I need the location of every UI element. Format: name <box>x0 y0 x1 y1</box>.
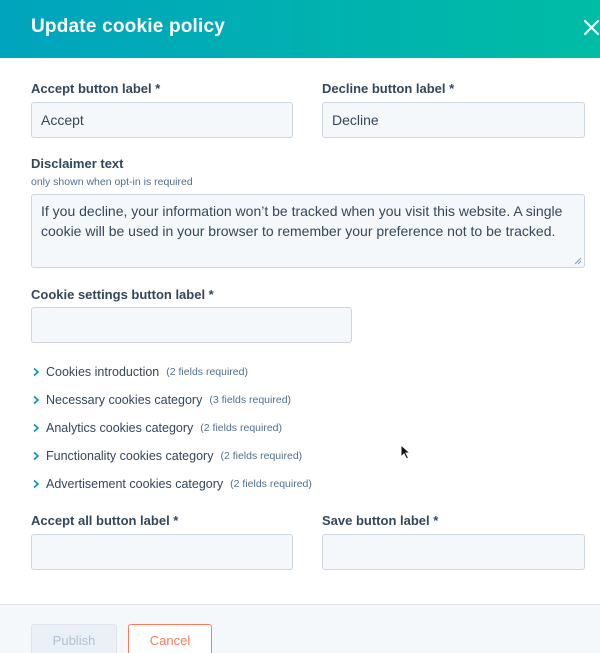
section-title: Functionality cookies category <box>46 449 214 463</box>
accept-all-input[interactable] <box>31 534 293 570</box>
disclaimer-text: If you decline, your information won’t be tracked when you visit this website. A single cookie will be used in your browser to remember your preference not to be tracked. <box>41 203 563 239</box>
cookie-settings-input[interactable] <box>31 307 352 343</box>
save-input[interactable] <box>322 534 585 570</box>
accept-all-heading: Accept all button label * <box>31 513 179 528</box>
publish-button[interactable]: Publish <box>31 624 117 653</box>
chevron-right-icon <box>31 395 41 405</box>
disclaimer-textarea[interactable] <box>31 194 585 268</box>
section-advertisement-cookies[interactable] <box>31 475 312 493</box>
accept-label-input[interactable]: Accept <box>31 102 293 138</box>
chevron-right-icon <box>31 479 41 489</box>
chevron-right-icon <box>31 367 41 377</box>
section-cookies-introduction[interactable] <box>31 363 248 381</box>
section-required-count: (2 fields required) <box>166 366 248 378</box>
disclaimer-heading: Disclaimer text <box>31 156 124 171</box>
section-title: Analytics cookies category <box>46 421 194 435</box>
cancel-button[interactable]: Cancel <box>128 624 212 653</box>
decline-label-input[interactable]: Decline <box>322 102 585 138</box>
close-button[interactable] <box>578 14 600 40</box>
disclaimer-help-text: only shown when opt-in is required <box>31 176 193 188</box>
mouse-cursor-icon <box>400 444 412 460</box>
resize-grip-icon[interactable] <box>574 257 582 265</box>
section-functionality-cookies[interactable] <box>31 447 302 465</box>
section-required-count: (2 fields required) <box>230 478 312 490</box>
section-title: Necessary cookies category <box>46 393 203 407</box>
chevron-right-icon <box>31 423 41 433</box>
accept-label-heading: Accept button label * <box>31 81 161 96</box>
section-required-count: (2 fields required) <box>200 422 282 434</box>
section-required-count: (2 fields required) <box>220 450 303 462</box>
close-icon <box>578 14 600 40</box>
section-title: Advertisement cookies category <box>46 477 224 491</box>
section-title: Cookies introduction <box>46 365 160 379</box>
section-required-count: (3 fields required) <box>209 394 292 406</box>
section-necessary-cookies[interactable] <box>31 391 291 409</box>
chevron-right-icon <box>31 451 41 461</box>
section-analytics-cookies[interactable] <box>31 419 282 437</box>
save-heading: Save button label * <box>322 513 439 528</box>
dialog-title: Update cookie policy <box>31 16 226 37</box>
dialog-header <box>0 0 600 58</box>
decline-label-heading: Decline button label * <box>322 81 455 96</box>
cookie-settings-heading: Cookie settings button label * <box>31 287 214 302</box>
